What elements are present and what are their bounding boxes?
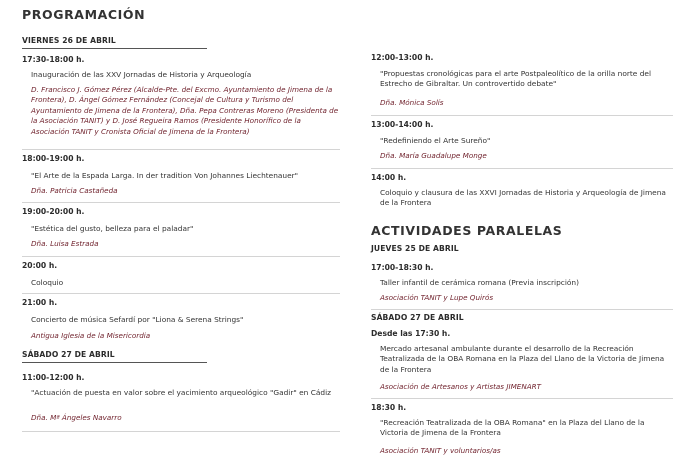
- event-desc: "Propuestas cronológicas para el arte Postpaleolítico de la orilla norte del Estrecho de Gibraltar. Un controvertido debate": [380, 69, 651, 89]
- event-people: Asociación TANIT y voluntarios/as: [380, 446, 501, 455]
- day-header-sabado: SÁBADO 27 DE ABRIL: [22, 350, 207, 363]
- event-people: Dña. Mª Ángeles Navarro: [31, 413, 122, 422]
- event-people: Dña. María Guadalupe Monge: [380, 151, 487, 160]
- event-time: 17:00-18:30 h.: [371, 263, 434, 272]
- day-header-jueves: JUEVES 25 DE ABRIL: [371, 244, 459, 253]
- divider: [22, 256, 340, 257]
- divider: [22, 431, 340, 432]
- event-time: 13:00-14:00 h.: [371, 120, 434, 129]
- event-desc: Coloquio: [31, 278, 64, 287]
- divider: [371, 115, 673, 116]
- event-people: D. Francisco J. Gómez Pérez (Alcalde-Pte. del Excmo. Ayuntamiento de Jimena de la Frontera), D. Ángel Gómez Fernández (Concejal de Cultura y Turismo del Ayuntamiento de Jimena de la Frontera), Dña. Pepa Contreras Moreno (Presidenta de la Asociación TANIT) y D. José Regueira Ramos (Presidente Honorífico de la Asociación TANIT y Cronista Oficial de Jimena de la Frontera): [31, 85, 339, 136]
- divider: [371, 398, 673, 399]
- event-desc: "Actuación de puesta en valor sobre el yacimiento arqueológico "Gadir" en Cádiz: [31, 388, 332, 397]
- event-people: Dña. Mónica Solís: [380, 98, 444, 107]
- event-desc: Inauguración de las XXV Jornadas de Historia y Arqueología: [31, 70, 252, 79]
- day-header-viernes: VIERNES 26 DE ABRIL: [22, 36, 207, 49]
- event-time: 11:00-12:00 h.: [22, 373, 85, 382]
- event-time: 18:00-19:00 h.: [22, 154, 85, 163]
- event-time: 14:00 h.: [371, 173, 407, 182]
- divider: [22, 293, 340, 294]
- event-people: Asociación de Artesanos y Artistas JIMENART: [380, 382, 541, 391]
- event-desc: "Recreación Teatralizada de la OBA Romana" en la Plaza del Llano de la Victoria de Jimena de la Frontera: [380, 418, 645, 438]
- event-time: 17:30-18:00 h.: [22, 55, 85, 64]
- divider: [371, 168, 673, 169]
- event-desc: Mercado artesanal ambulante durante el desarrollo de la Recreación Teatralizada de la OBA Romana en la Plaza del Llano de la Victoria de Jimena de la Frontera: [380, 344, 665, 374]
- day-header-sabado-b: SÁBADO 27 DE ABRIL: [371, 313, 464, 322]
- event-time: Desde las 17:30 h.: [371, 329, 451, 338]
- event-desc: Concierto de música Sefardí por "Liona & Serena Strings": [31, 315, 244, 324]
- event-time: 18:30 h.: [371, 403, 407, 412]
- event-time: 21:00 h.: [22, 298, 58, 307]
- event-desc: "Redefiniendo el Arte Sureño": [380, 136, 491, 145]
- divider: [371, 309, 673, 310]
- programacion-title: PROGRAMACIÓN: [22, 7, 146, 22]
- event-people: Dña. Patricia Castañeda: [31, 186, 118, 195]
- event-people: Asociación TANIT y Lupe Quirós: [380, 293, 494, 302]
- event-desc: Coloquio y clausura de las XXVI Jornadas de Historia y Arqueología de Jimena de la Frontera: [380, 188, 666, 208]
- event-people: Antigua Iglesia de la Misericordia: [31, 331, 151, 340]
- event-time: 12:00-13:00 h.: [371, 53, 434, 62]
- event-desc: "El Arte de la Espada Larga. In der tradition Von Johannes Liechtenauer": [31, 171, 299, 180]
- event-time: 19:00-20:00 h.: [22, 207, 85, 216]
- divider: [22, 149, 340, 150]
- divider: [22, 202, 340, 203]
- actividades-title: ACTIVIDADES PARALELAS: [371, 223, 563, 238]
- event-desc: "Estética del gusto, belleza para el paladar": [31, 224, 194, 233]
- event-desc: Taller infantil de cerámica romana (Previa inscripción): [380, 278, 579, 287]
- event-time: 20:00 h.: [22, 261, 58, 270]
- event-people: Dña. Luisa Estrada: [31, 239, 99, 248]
